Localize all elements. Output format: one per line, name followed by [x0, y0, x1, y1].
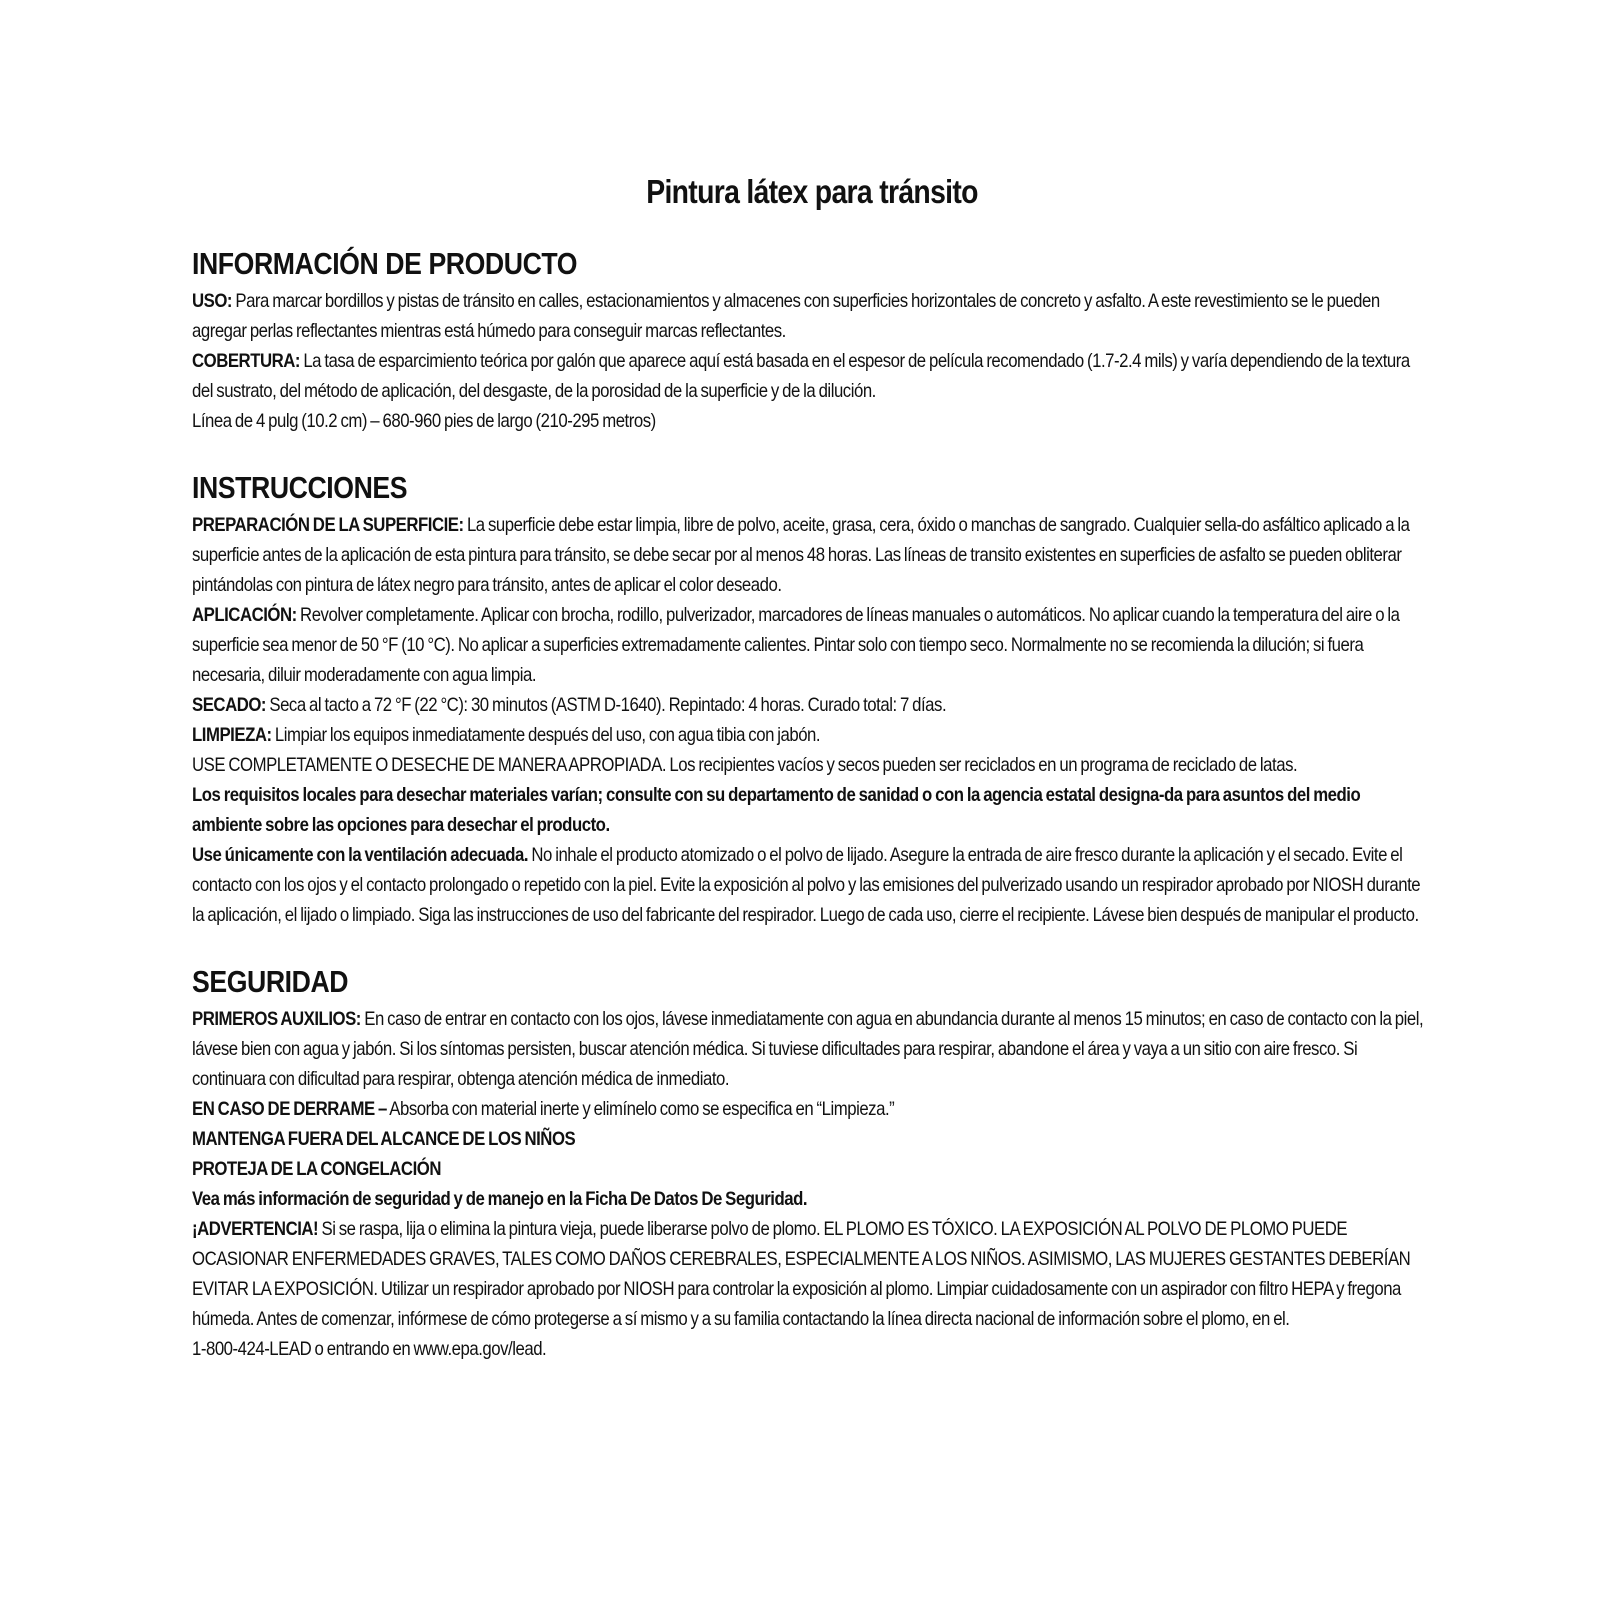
aplicacion-label: APLICACIÓN:: [192, 604, 297, 626]
document-page: [192, 172, 1432, 1398]
uso-label: USO:: [192, 290, 233, 312]
cobertura-label: COBERTURA:: [192, 350, 300, 372]
section-heading-instructions: INSTRUCCIONES: [192, 470, 408, 505]
advertencia-label: ¡ADVERTENCIA!: [192, 1218, 319, 1240]
limpieza-paragraph: [192, 720, 1429, 750]
secado-text: Seca al tacto a 72 °F (22 °C): 30 minutos (ASTM D-1640). Repintado: 4 horas. Curado total: 7 días.: [266, 694, 947, 716]
preparacion-paragraph: [192, 510, 1429, 600]
primeros-auxilios-paragraph: [192, 1004, 1429, 1094]
aplicacion-paragraph: [192, 600, 1429, 690]
aplicacion-text: Revolver completamente. Aplicar con brocha, rodillo, pulverizador, marcadores de líneas manuales o automáticos. No aplicar cuando la temperatura del aire o la superficie sea menor de 50 °F (10 °C). No aplicar a superficies extremadamente calientes. Pintar solo con tiempo seco. Normalmente no se recomienda la dilución; si fuera necesaria, diluir moderadamente con agua limpia.: [192, 604, 1400, 686]
limpieza-text: Limpiar los equipos inmediatamente después del uso, con agua tibia con jabón.: [271, 724, 821, 746]
ventilacion-text: No inhale el producto atomizado o el polvo de lijado. Asegure la entrada de aire fresco durante la aplicación y el secado. Evite el contacto con los ojos y el contacto prolongado o repetido con la piel. Evite la exposición al polvo y las emisiones del pulverizado usando un respirador aprobado por NIOSH durante la aplicación, el lijado o limpiado. Siga las instrucciones de uso del fabricante del respirador. Luego de cada uso, cierre el recipiente. Lávese bien después de manipular el producto.: [192, 844, 1421, 926]
ventilacion-label: Use únicamente con la ventilación adecuada.: [192, 844, 529, 866]
ventilacion-paragraph: [192, 840, 1429, 930]
contacto-line: 1-800-424-LEAD o entrando en www.epa.gov/lead.: [192, 1338, 547, 1360]
ficha-notice: Vea más información de seguridad y de manejo en la Ficha De Datos De Seguridad.: [192, 1188, 808, 1210]
secado-paragraph: [192, 690, 1429, 720]
requisitos-paragraph: Los requisitos locales para desechar materiales varían; consulte con su departamento de sanidad o con la agencia estatal designa-da para asuntos del medio ambiente sobre las opciones para desechar el producto.: [192, 784, 1361, 836]
preparacion-label: PREPARACIÓN DE LA SUPERFICIE:: [192, 514, 464, 536]
use-completamente-paragraph: USE COMPLETAMENTE O DESECHE DE MANERA APROPIADA. Los recipientes vacíos y secos pueden ser reciclados en un programa de reciclado de latas.: [192, 754, 1298, 776]
derrame-paragraph: [192, 1094, 1429, 1124]
cobertura-text: La tasa de esparcimiento teórica por galón que aparece aquí está basada en el espesor de película recomendado (1.7-2.4 mils) y varía dependiendo de la textura del sustrato, del método de aplicación, del desgaste, de la porosidad de la superficie y de la dilución.: [192, 350, 1410, 402]
limpieza-label: LIMPIEZA:: [192, 724, 272, 746]
uso-text: Para marcar bordillos y pistas de tránsito en calles, estacionamientos y almacenes con superficies horizontales de concreto y asfalto. A este revestimiento se le pueden agregar perlas reflectantes mientras está húmedo para conseguir marcas reflectantes.: [192, 290, 1380, 342]
linea-paragraph: Línea de 4 pulg (10.2 cm) – 680-960 pies de largo (210-295 metros): [192, 410, 656, 432]
uso-paragraph: [192, 286, 1429, 346]
primeros-auxilios-text: En caso de entrar en contacto con los ojos, lávese inmediatamente con agua en abundancia durante al menos 15 minutos; en caso de contacto con la piel, lávese bien con agua y jabón. Si los síntomas persisten, buscar atención médica. Si tuviese dificultades para respirar, abandone el área y vaya a un sitio con aire fresco. Si continuara con dificultad para respirar, obtenga atención médica de inmediato.: [192, 1008, 1424, 1090]
advertencia-text: Si se raspa, lija o elimina la pintura vieja, puede liberarse polvo de plomo. EL PLOMO ES TÓXICO. LA EXPOSICIÓN AL POLVO DE PLOMO PUEDE OCASIONAR ENFERMEDADES GRAVES, TALES COMO DAÑOS CEREBRALES, ESPECIALMENTE A LOS NIÑOS. ASIMISMO, LAS MUJERES GESTANTES DEBERÍAN EVITAR LA EXPOSICIÓN. Utilizar un respirador aprobado por NIOSH para controlar la exposición al plomo. Limpiar cuidadosamente con un aspirador con filtro HEPA y fregona húmeda. Antes de comenzar, infórmese de cómo protegerse a sí mismo y a su familia contactando la línea directa nacional de información sobre el plomo, en el.: [192, 1218, 1411, 1330]
congelacion-warning: PROTEJA DE LA CONGELACIÓN: [192, 1158, 441, 1180]
section-heading-safety: SEGURIDAD: [192, 964, 349, 999]
section-heading-product-info: INFORMACIÓN DE PRODUCTO: [192, 246, 578, 281]
section-safety: [192, 964, 1432, 1364]
document-title: Pintura látex para tránsito: [646, 173, 978, 210]
advertencia-paragraph: [192, 1214, 1429, 1334]
secado-label: SECADO:: [192, 694, 267, 716]
preparacion-text: La superficie debe estar limpia, libre de polvo, aceite, grasa, cera, óxido o manchas de sangrado. Cualquier sella-do asfáltico aplicado a la superficie antes de la aplicación de esta pintura para tránsito, se debe secar por al menos 48 horas. Las líneas de transito existentes en superficies de asfalto se pueden obliterar pintándolas con pintura de látex negro para tránsito, antes de aplicar el color deseado.: [192, 514, 1410, 596]
primeros-auxilios-label: PRIMEROS AUXILIOS:: [192, 1008, 361, 1030]
section-instructions: [192, 470, 1432, 930]
ninos-warning: MANTENGA FUERA DEL ALCANCE DE LOS NIÑOS: [192, 1128, 576, 1150]
derrame-text: Absorba con material inerte y elimínelo como se especifica en “Limpieza.”: [386, 1098, 895, 1120]
derrame-label: EN CASO DE DERRAME –: [192, 1098, 387, 1120]
section-product-info: [192, 246, 1432, 436]
cobertura-paragraph: [192, 346, 1429, 406]
